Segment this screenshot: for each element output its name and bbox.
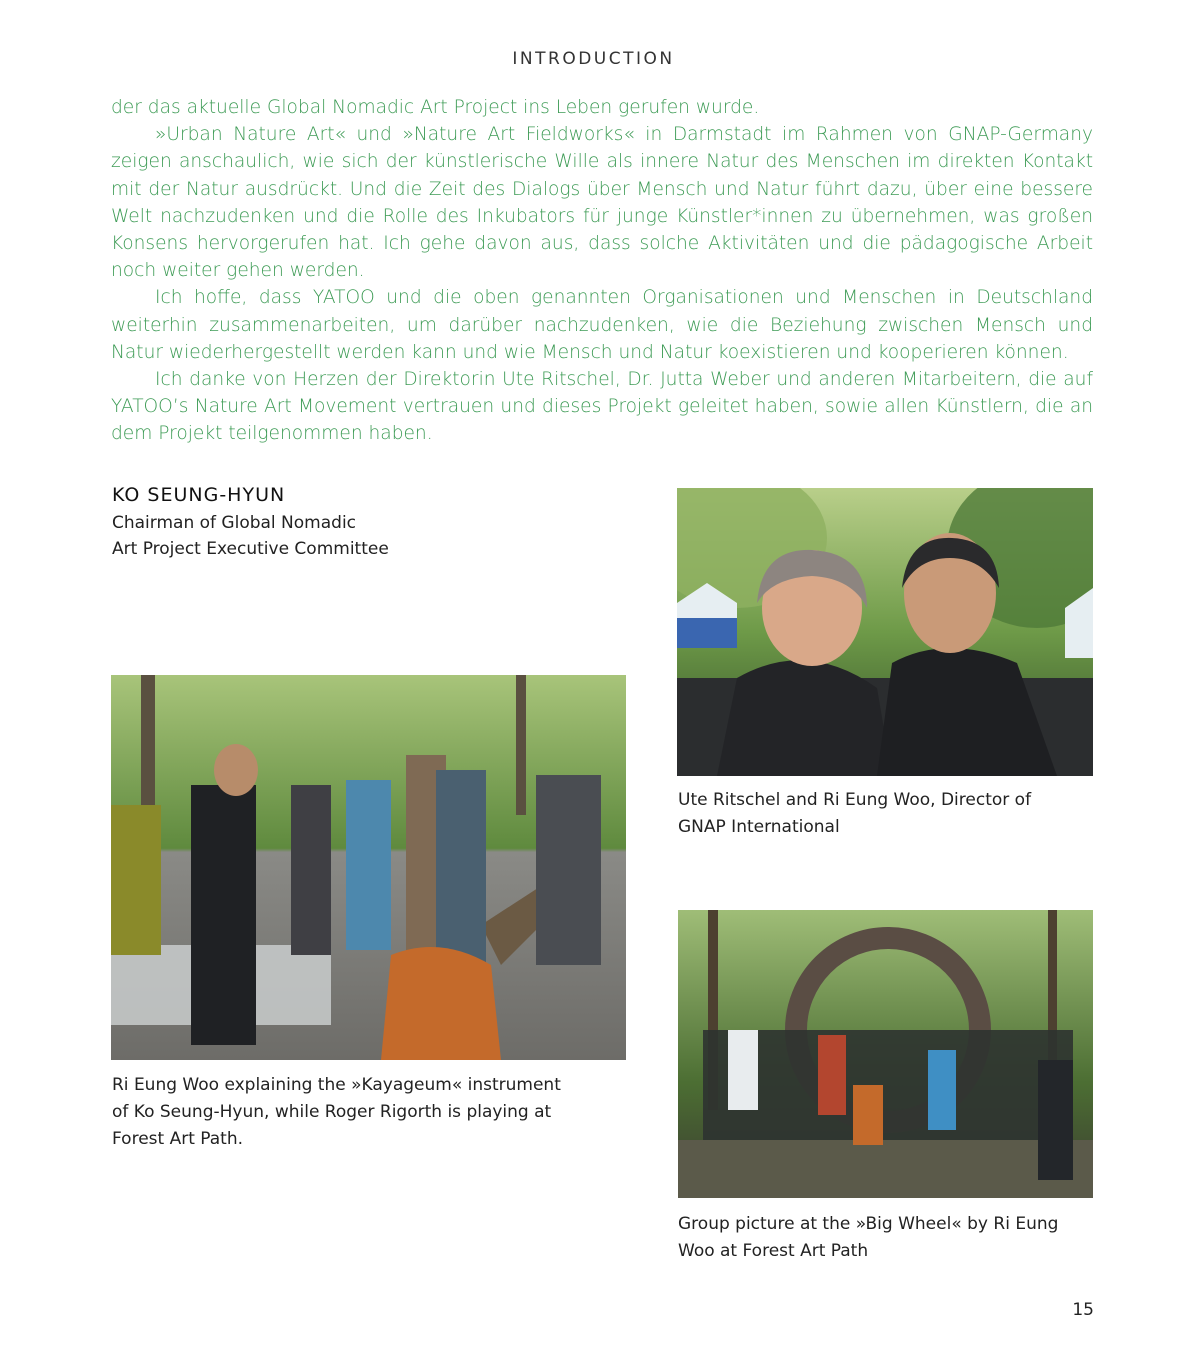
author-role-line: Art Project Executive Committee [112, 539, 389, 559]
forest-group-photo [111, 675, 626, 1060]
caption-line: Group picture at the »Big Wheel« by Ri Eung [678, 1214, 1059, 1234]
paragraph: der das aktuelle Global Nomadic Art Project ins Leben gerufen wurde. [111, 97, 760, 118]
author-name: KO SEUNG-HYUN [112, 484, 286, 506]
caption-line: of Ko Seung-Hyun, while Roger Rigorth is playing at [112, 1102, 552, 1122]
caption-line: Forest Art Path. [112, 1129, 244, 1149]
paragraph: »Urban Nature Art« und »Nature Art Fieldworks« in Darmstadt im Rahmen von GNAP-Germany zeigen anschaulich, wie sich der künstlerische Wille als innere Natur des Menschen im direkten Kontakt mit der Natur ausdrückt. Und die Zeit des Dialogs über Mensch und Natur führt dazu, über eine bessere Welt nachzudenken und die Rolle des Inkubators für junge Künstler*innen zu übernehmen, was großen Konsens hervorgerufen hat. Ich gehe davon aus, dass solche Aktivitäten und die pädagogische Arbeit noch weiter gehen werden. [111, 124, 1093, 282]
author-role [112, 510, 432, 562]
caption-line: Ri Eung Woo explaining the »Kayageum« instrument [112, 1075, 561, 1095]
running-header: INTRODUCTION [512, 49, 675, 69]
forest-group-caption [112, 1072, 582, 1153]
big-wheel-photo [678, 910, 1093, 1198]
caption-line: Woo at Forest Art Path [678, 1241, 869, 1261]
caption-line: GNAP International [678, 817, 840, 837]
caption-line: Ute Ritschel and Ri Eung Woo, Director of [678, 790, 1032, 810]
paragraph: Ich hoffe, dass YATOO und die oben genannten Organisationen und Menschen in Deutschland weiterhin zusammenarbeiten, um darüber nachzudenken, wie die Beziehung zwischen Mensch und Natur wiederhergestellt werden kann und wie Mensch und Natur koexistieren und kooperieren können. [111, 287, 1093, 363]
paragraph: Ich danke von Herzen der Direktorin Ute Ritschel, Dr. Jutta Weber und anderen Mitarbeitern, die auf YATOO’s Nature Art Movement vertrauen und dieses Projekt geleitet haben, sowie allen Künstlern, die an dem Projekt teilgenommen haben. [111, 369, 1093, 445]
author-role-line: Chairman of Global Nomadic [112, 513, 357, 533]
big-wheel-caption [678, 1211, 1078, 1265]
portrait-photo [677, 488, 1093, 776]
portrait-caption [678, 787, 1078, 841]
body-text [111, 94, 1093, 448]
page-number: 15 [1072, 1300, 1094, 1320]
